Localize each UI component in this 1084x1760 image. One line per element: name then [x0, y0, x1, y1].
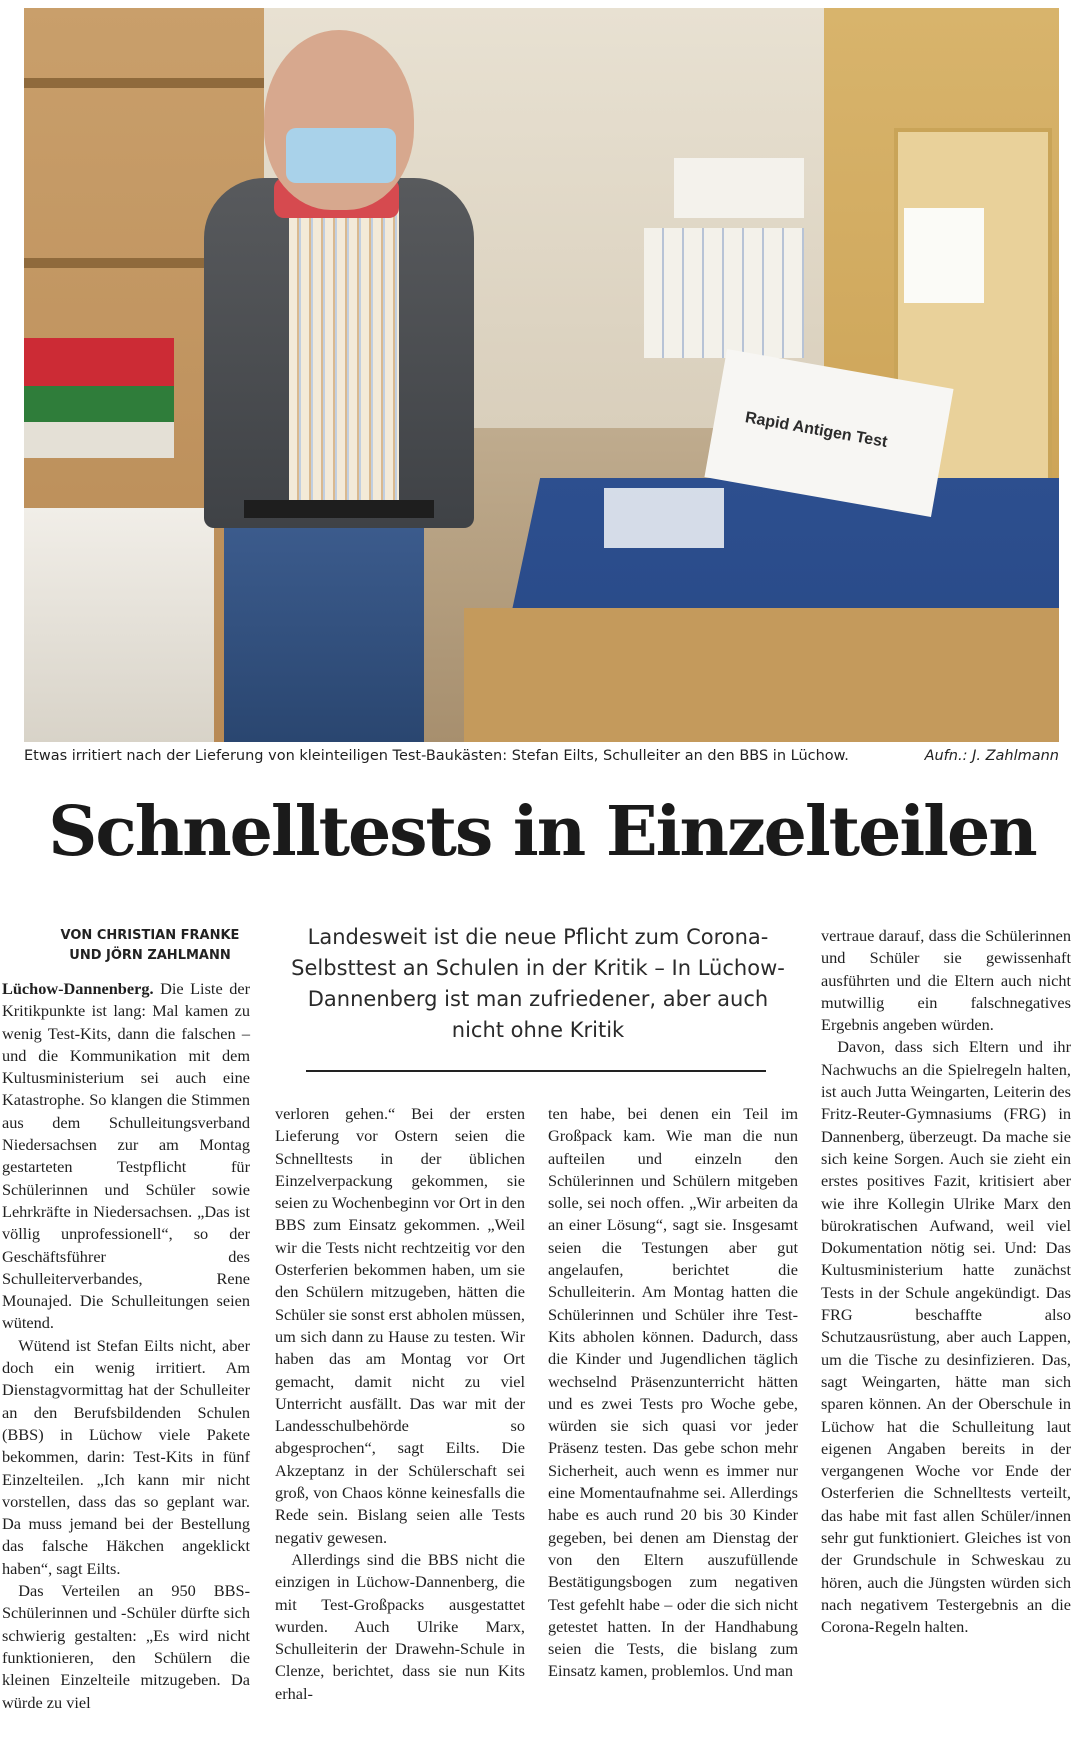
shelf-board [24, 78, 264, 88]
paragraph: Davon, dass sich Eltern und ihr Nachwuchs an die Spielregeln halten, ist auch Jutta Weingarten, Leiterin des Fritz-Reuter-Gymnasiums (FRG) in Dannenberg, überzeugt. Da mache sie sich keine Sorgen. Auch sie zieht ein erstes positives Fazit, kritisiert aber wie ihre Kollegin Ulrike Marx den bürokratischen Aufwand, weil viel Dokumentation nötig sei. Und: Das Kultusministerium hatte zunächst Tests in der Schule angekündigt. Das FRG beschaffte also Schutzausrüstung, aber auch Lappen, um die Tische zu desinfizieren. Das, sagt Weingarten, hätte man sich sparen können. An der Oberschule in Lüchow hat die Schulleitung laut eigenen Angaben bereits in der vergangenen Woche vor Ende der Osterferien die Schnelltests verteilt, das habe mit fast allen Schüler/innen sehr gut funktioniert. Gleiches ist von der Grundschule in Schweskau zu hören, auch die Jüngsten würden sich nach negativem Testergebnis an die Corona-Regeln halten. [821, 1037, 1071, 1637]
paragraph: Das Verteilen an 950 BBS-Schülerinnen und -Schüler dürfte sich schwierig gestalten: „Es wird nicht funktionieren, den Schülern die kleinen Einzelteile mitzugeben. Da würde zu viel [2, 1581, 250, 1712]
plastic-bins [24, 508, 214, 742]
belt [244, 500, 434, 518]
article-photo [24, 8, 1059, 742]
column-2 [275, 1103, 525, 1705]
subhead-rule [306, 1070, 766, 1072]
paragraph: Wütend ist Stefan Eilts nicht, aber doch ein wenig irritiert. Am Dienstagvormittag hat der Schulleiter an den Berufsbildenden Schulen (BBS) in Lüchow viele Pakete bekommen, darin: Test-Kits in fünf Einzelteilen. „Ich kann mir nicht vorstellen, dass das so geplant war. Da muss jemand bei der Bestellung das falsche Häkchen angeklickt haben“, sagt Eilts. [2, 1335, 250, 1578]
byline-line-1: VON CHRISTIAN FRANKE [60, 928, 240, 943]
paragraph: Allerdings sind die BBS nicht die einzigen in Lüchow-Dannenberg, die mit Test-Großpacks ausgestattet wurden. Auch Ulrike Marx, Schulleiterin der Drawehn-Schule in Clenze, berichtet, dass sie nun Kits erhal- [275, 1549, 525, 1703]
test-tray [604, 488, 724, 548]
headline: Schnelltests in Einzelteilen [48, 792, 1036, 872]
byline-line-2: UND JÖRN ZAHLMANN [69, 948, 231, 963]
byline [30, 926, 270, 966]
column-1 [2, 978, 250, 1714]
caption-text: Etwas irritiert nach der Lieferung von kleinteiligen Test-Baukästen: Stefan Eilts, Schulleiter an den BBS in Lüchow. [24, 748, 849, 764]
paragraph: vertraue darauf, dass die Schülerinnen und Schüler sie gewissenhaft ausführten und die Eltern auch nicht mutwillig ein falschnegatives Ergebnis angeben würden. [821, 926, 1071, 1035]
person-legs [224, 508, 424, 742]
crates [24, 338, 174, 458]
photo-caption [24, 748, 1059, 772]
storage-box [674, 158, 804, 218]
test-kit-label: Rapid Antigen Test [743, 409, 889, 451]
dateline: Lüchow-Dannenberg. [2, 979, 154, 998]
person-shirt [289, 188, 399, 518]
notice-paper [904, 208, 984, 303]
paragraph [2, 978, 250, 1335]
paragraph: ten habe, bei denen ein Teil im Großpack kam. Wie man die nun aufteilen und einzeln den Schülerinnen und Schülern mitgeben solle, sei noch offen. „Wir arbeiten da an einer Lösung“, sagt sie. Insgesamt seien die Testungen aber gut angelaufen, berichtet die Schulleiterin. Am Montag hatten die Schülerinnen und Schüler ihre Test-Kits abholen können. Dadurch, dass die Kinder und Jugendlichen täglich wechselnd Präsenzunterricht hätten und es zwei Tests pro Woche gebe, würden sie sich quasi vor jeder Präsenz testen. Das gebe schon mehr Sicherheit, auch wenn es immer nur eine Momentaufnahme sei. Allerdings habe es auch rund 20 bis 30 Kinder gegeben, bei denen am Dienstag der von den Eltern auszufüllende Bestätigungsbogen zum negativen Test gefehlt habe – oder die sich nicht getestet hatten. In der Handhabung seien die Tests, die bislang zum Einsatz kamen, problemlos. Und man [548, 1104, 798, 1681]
face-mask [286, 128, 396, 183]
subheadline: Landesweit ist die neue Pflicht zum Corona-Selbsttest an Schulen in der Kritik – In Lüchow-Dannenberg ist man zufriedener, aber auch nicht ohne Kritik [291, 925, 785, 1042]
person-head [264, 30, 414, 210]
counter-front [464, 608, 1059, 742]
column-3 [548, 1103, 798, 1683]
paragraph: verloren gehen.“ Bei der ersten Lieferung vor Ostern seien die Schnelltests in der üblichen Einzelverpackung gekommen, sie seien zu Wochenbeginn vor Ort in den BBS zum Einsatz gekommen. „Weil wir die Tests nicht rechtzeitig vor den Osterferien bekommen haben, um sie den Schülern mitzugeben, hätten die Schüler sie sonst erst abholen müssen, um sich dann zu Hause zu testen. Wir haben das am Montag vor Ort gemacht, damit nicht zu viel Unterricht ausfällt. Das war mit der Landesschulbehörde so abgesprochen“, sagt Eilts. Die Akzeptanz in der Schülerschaft sei groß, von Chaos könne keinesfalls die Rede sein. Bislang seien alle Tests negativ gewesen. [275, 1104, 525, 1547]
column-4 [821, 925, 1071, 1639]
paragraph-text: Die Liste der Kritikpunkte ist lang: Mal kamen zu wenig Test-Kits, dann die falschen – und die Kommunikation mit dem Kultusministerium sei auch eine Katastrophe. So klangen die Stimmen aus dem Schulleitungsverband Niedersachsen zur am Montag gestarteten Testpflicht für Schülerinnen und Schüler sowie Lehrkräfte in Niedersachsen. „Das ist völlig unprofessionell“, so der Geschäftsführer des Schulleiterverbandes, Rene Mounajed. Die Schulleitungen seien wütend. [2, 979, 250, 1333]
binders [644, 228, 804, 358]
photo-credit: Aufn.: J. Zahlmann [924, 748, 1059, 764]
